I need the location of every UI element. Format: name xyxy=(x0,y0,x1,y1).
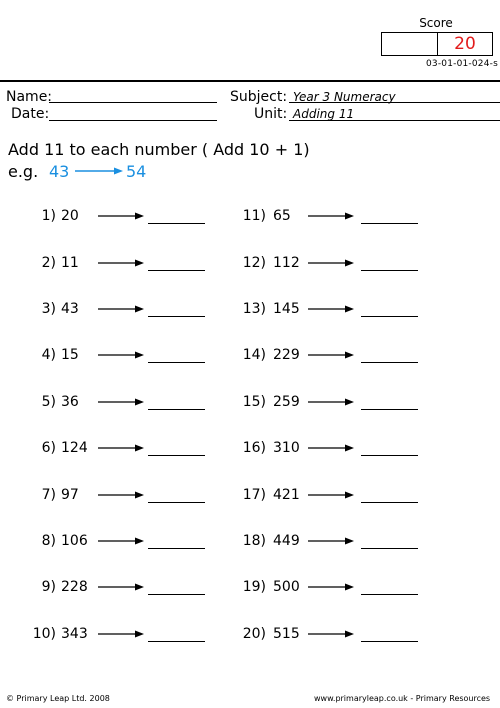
arrow-icon xyxy=(98,396,144,408)
question-value: 65 xyxy=(273,208,291,224)
answer-blank[interactable] xyxy=(148,223,205,224)
question-number: 10) xyxy=(32,626,56,642)
answer-blank[interactable] xyxy=(361,641,418,642)
arrow-icon xyxy=(98,210,144,222)
arrow-icon xyxy=(98,628,144,640)
question-number: 7) xyxy=(41,487,56,503)
answer-blank[interactable] xyxy=(148,594,205,595)
score-box xyxy=(381,32,493,56)
question-value: 20 xyxy=(61,208,79,224)
arrow-icon xyxy=(98,442,144,454)
arrow-icon xyxy=(98,349,144,361)
question-number: 8) xyxy=(41,533,56,549)
question-value: 343 xyxy=(61,626,88,642)
name-label: Name: xyxy=(6,89,53,105)
arrow-icon xyxy=(98,535,144,547)
question-value: 106 xyxy=(61,533,88,549)
question-value: 97 xyxy=(61,487,79,503)
question-number: 18) xyxy=(242,533,266,549)
question-value: 229 xyxy=(273,347,300,363)
question-value: 310 xyxy=(273,440,300,456)
question-number: 19) xyxy=(242,579,266,595)
answer-blank[interactable] xyxy=(361,362,418,363)
name-field[interactable] xyxy=(49,102,217,103)
question-number: 9) xyxy=(41,579,56,595)
date-label: Date: xyxy=(11,106,50,122)
question-number: 6) xyxy=(41,440,56,456)
instruction-text: Add 11 to each number ( Add 10 + 1) xyxy=(8,140,310,159)
question-value: 421 xyxy=(273,487,300,503)
example-arrow-icon xyxy=(75,164,123,178)
answer-blank[interactable] xyxy=(361,316,418,317)
subject-label: Subject: xyxy=(230,89,288,105)
answer-blank[interactable] xyxy=(361,502,418,503)
question-value: 124 xyxy=(61,440,88,456)
arrow-icon xyxy=(308,581,354,593)
question-value: 259 xyxy=(273,394,300,410)
question-value: 112 xyxy=(273,255,300,271)
question-number: 12) xyxy=(242,255,266,271)
arrow-icon xyxy=(98,581,144,593)
question-value: 11 xyxy=(61,255,79,271)
arrow-icon xyxy=(308,349,354,361)
question-number: 4) xyxy=(41,347,56,363)
question-number: 13) xyxy=(242,301,266,317)
unit-value: Adding 11 xyxy=(293,107,355,121)
question-number: 3) xyxy=(41,301,56,317)
arrow-icon xyxy=(308,303,354,315)
example-label: e.g. xyxy=(8,162,39,181)
question-value: 228 xyxy=(61,579,88,595)
arrow-icon xyxy=(308,210,354,222)
answer-blank[interactable] xyxy=(361,455,418,456)
question-number: 17) xyxy=(242,487,266,503)
question-number: 5) xyxy=(41,394,56,410)
answer-blank[interactable] xyxy=(148,362,205,363)
unit-field-line xyxy=(289,120,500,121)
question-number: 11) xyxy=(242,208,266,224)
answer-blank[interactable] xyxy=(148,502,205,503)
question-value: 145 xyxy=(273,301,300,317)
answer-blank[interactable] xyxy=(148,548,205,549)
answer-blank[interactable] xyxy=(148,641,205,642)
question-value: 515 xyxy=(273,626,300,642)
date-field[interactable] xyxy=(49,120,217,121)
arrow-icon xyxy=(98,489,144,501)
arrow-icon xyxy=(308,257,354,269)
question-value: 449 xyxy=(273,533,300,549)
answer-blank[interactable] xyxy=(148,409,205,410)
score-total: 20 xyxy=(454,34,476,54)
arrow-icon xyxy=(308,489,354,501)
question-value: 36 xyxy=(61,394,79,410)
arrow-icon xyxy=(98,257,144,269)
footer-copyright: © Primary Leap Ltd. 2008 xyxy=(6,694,110,703)
footer-site[interactable]: www.primaryleap.co.uk - Primary Resources xyxy=(314,694,491,703)
subject-value: Year 3 Numeracy xyxy=(293,90,396,104)
question-value: 43 xyxy=(61,301,79,317)
answer-blank[interactable] xyxy=(361,548,418,549)
question-value: 15 xyxy=(61,347,79,363)
question-number: 14) xyxy=(242,347,266,363)
question-value: 500 xyxy=(273,579,300,595)
answer-blank[interactable] xyxy=(148,316,205,317)
arrow-icon xyxy=(308,442,354,454)
answer-blank[interactable] xyxy=(361,270,418,271)
question-number: 2) xyxy=(41,255,56,271)
header-divider xyxy=(0,80,500,82)
answer-blank[interactable] xyxy=(148,270,205,271)
arrow-icon xyxy=(308,396,354,408)
arrow-icon xyxy=(308,628,354,640)
score-entry-cell[interactable] xyxy=(382,33,438,55)
sheet-code: 03-01-01-024-s xyxy=(425,59,498,69)
question-number: 20) xyxy=(242,626,266,642)
subject-field-line xyxy=(289,102,500,103)
answer-blank[interactable] xyxy=(361,223,418,224)
score-label: Score xyxy=(419,16,453,30)
arrow-icon xyxy=(98,303,144,315)
question-number: 16) xyxy=(242,440,266,456)
unit-label: Unit: xyxy=(254,106,288,122)
question-number: 15) xyxy=(242,394,266,410)
question-number: 1) xyxy=(41,208,56,224)
example-to: 54 xyxy=(126,162,147,181)
answer-blank[interactable] xyxy=(148,455,205,456)
answer-blank[interactable] xyxy=(361,594,418,595)
answer-blank[interactable] xyxy=(361,409,418,410)
example-from: 43 xyxy=(49,162,70,181)
arrow-icon xyxy=(308,535,354,547)
